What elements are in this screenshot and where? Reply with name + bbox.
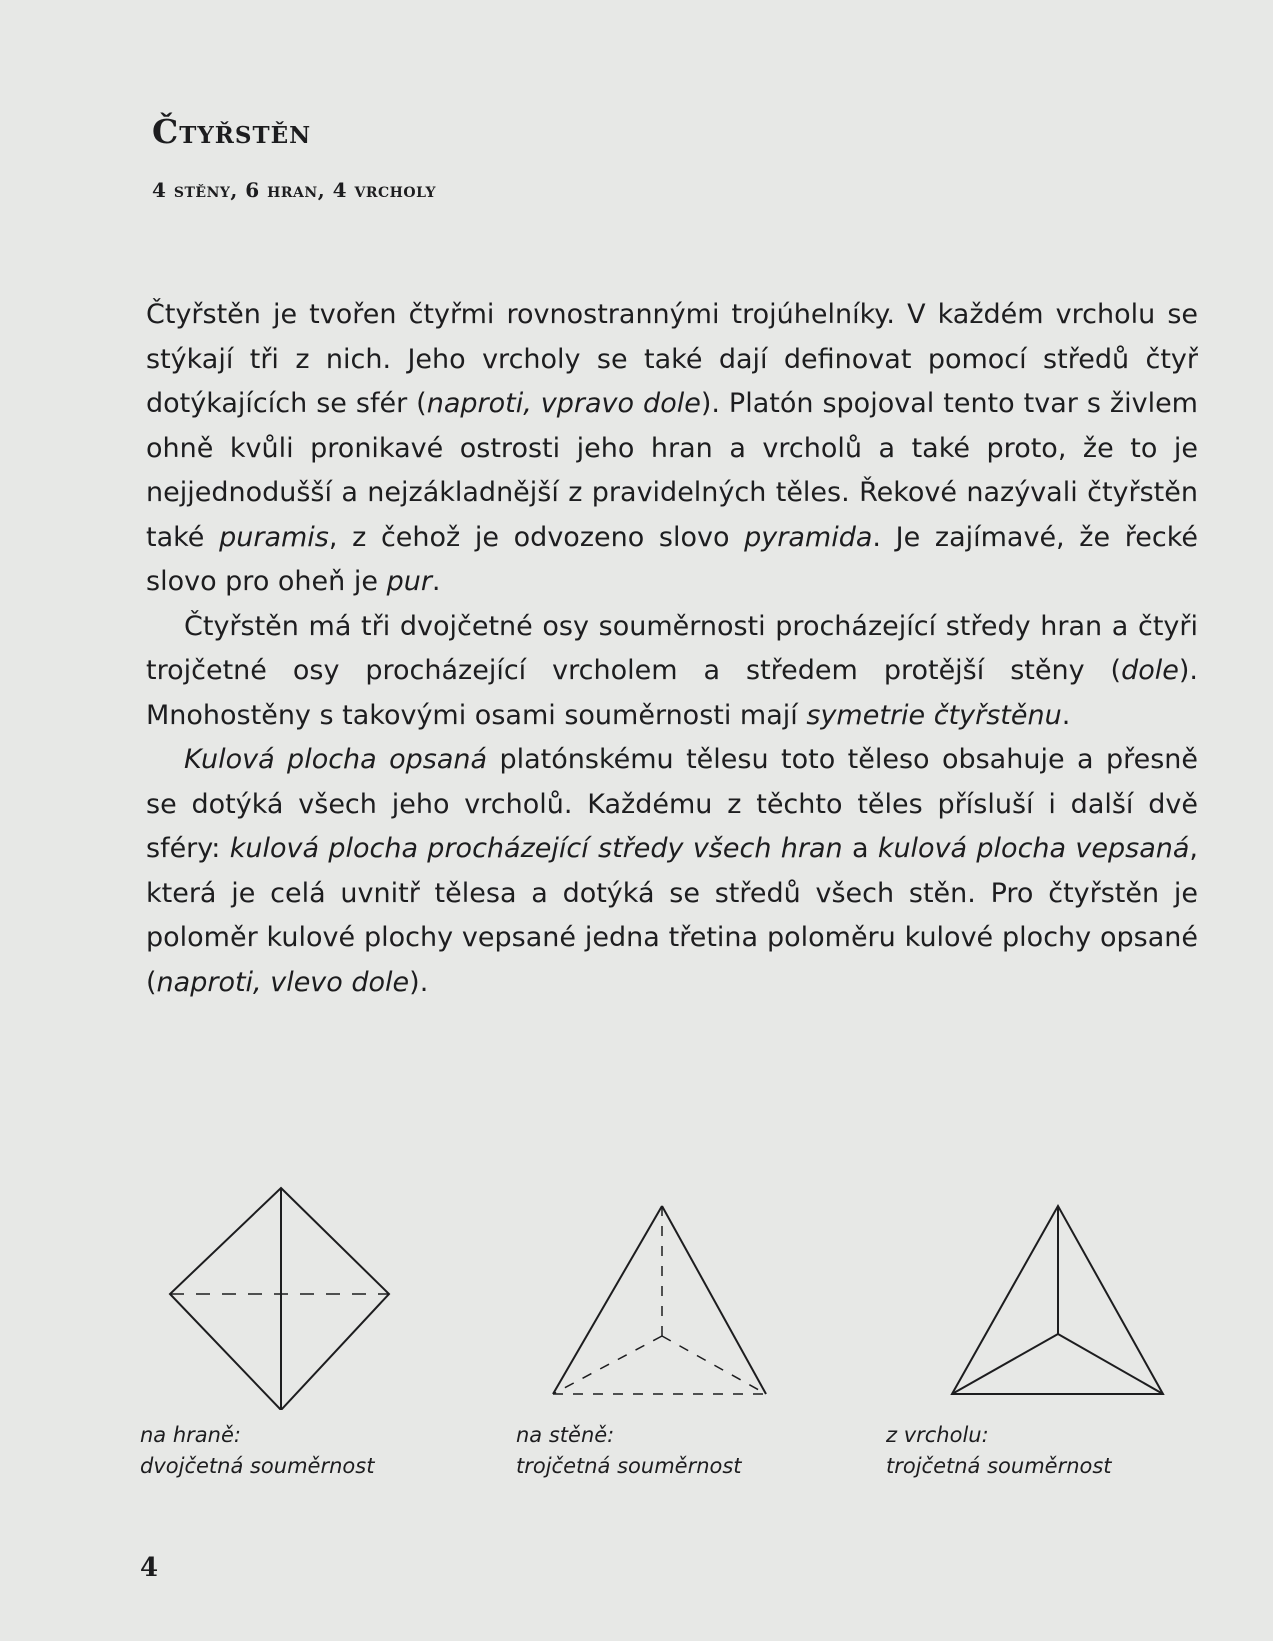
italic-term: kulová plocha procházející středy všech hran bbox=[229, 833, 843, 864]
paragraph-1: Čtyřstěn je tvořen čtyřmi rovnostrannými trojúhelníky. V každém vrcholu se stýkají tři z nich. Jeho vrcholy se také dají definovat pomocí středů čtyř dotýkajících se sfér (naproti, vpravo dole). Platón spojoval tento tvar s živlem ohně kvůli pronikavé ostrosti jeho hran a vrcholů a také proto, že to je nejjednodušší a nejzákladnější z pravidelných těles. Řekové nazývali čtyřstěn také puramis, z čehož je odvozeno slovo pyramida. Je zajímavé, že řecké slovo pro oheň je pur. bbox=[146, 299, 1198, 597]
figure-caption-3: z vrcholu: trojčetná souměrnost bbox=[886, 1423, 1112, 1478]
figure-caption-1: na hraně: dvojčetná souměrnost bbox=[140, 1423, 375, 1478]
italic-term: puramis bbox=[219, 521, 329, 553]
body-text bbox=[146, 293, 1198, 1005]
italic-term: naproti, vlevo dole bbox=[156, 966, 410, 998]
italic-term: dole bbox=[1121, 655, 1179, 686]
italic-term: Kulová plocha opsaná bbox=[184, 744, 488, 775]
figure-three-fold-vertex bbox=[952, 1206, 1163, 1394]
italic-term: pyramida bbox=[744, 521, 873, 553]
section-subtitle: 4 stěny, 6 hran, 4 vrcholy bbox=[152, 178, 437, 202]
italic-term: pur bbox=[386, 566, 432, 597]
italic-term: symetrie čtyřstěnu bbox=[806, 699, 1062, 731]
figure-caption-2: na stěně: trojčetná souměrnost bbox=[516, 1423, 742, 1478]
section-title: Čtyřstěn bbox=[152, 112, 312, 151]
symmetry-figures bbox=[0, 1150, 1273, 1410]
figure-three-fold-face bbox=[553, 1206, 766, 1394]
italic-term: kulová plocha vepsaná bbox=[877, 833, 1190, 864]
italic-term: naproti, vpravo dole bbox=[426, 388, 701, 419]
figure-two-fold-axis bbox=[170, 1188, 389, 1410]
page-number: 4 bbox=[140, 1553, 159, 1583]
paragraph-3: Kulová plocha opsaná platónskému tělesu toto těleso obsahuje a přesně se dotýká všech jeho vrcholů. Každému z těchto těles přísluší i další dvě sféry: kulová plocha procházející středy všech hran a kulová plocha vepsaná, která je celá uvnitř tělesa a dotýká se středů všech stěn. Pro čtyřstěn je poloměr kulové plochy vepsané jedna třetina poloměru kulové plochy opsané (naproti, vlevo dole). bbox=[146, 744, 1198, 998]
paragraph-2: Čtyřstěn má tři dvojčetné osy souměrnosti procházející středy hran a čtyři trojčetné osy procházející vrcholem a středem protější stěny (dole). Mnohostěny s takovými osami souměrnosti mají symetrie čtyřstěnu. bbox=[146, 610, 1198, 731]
